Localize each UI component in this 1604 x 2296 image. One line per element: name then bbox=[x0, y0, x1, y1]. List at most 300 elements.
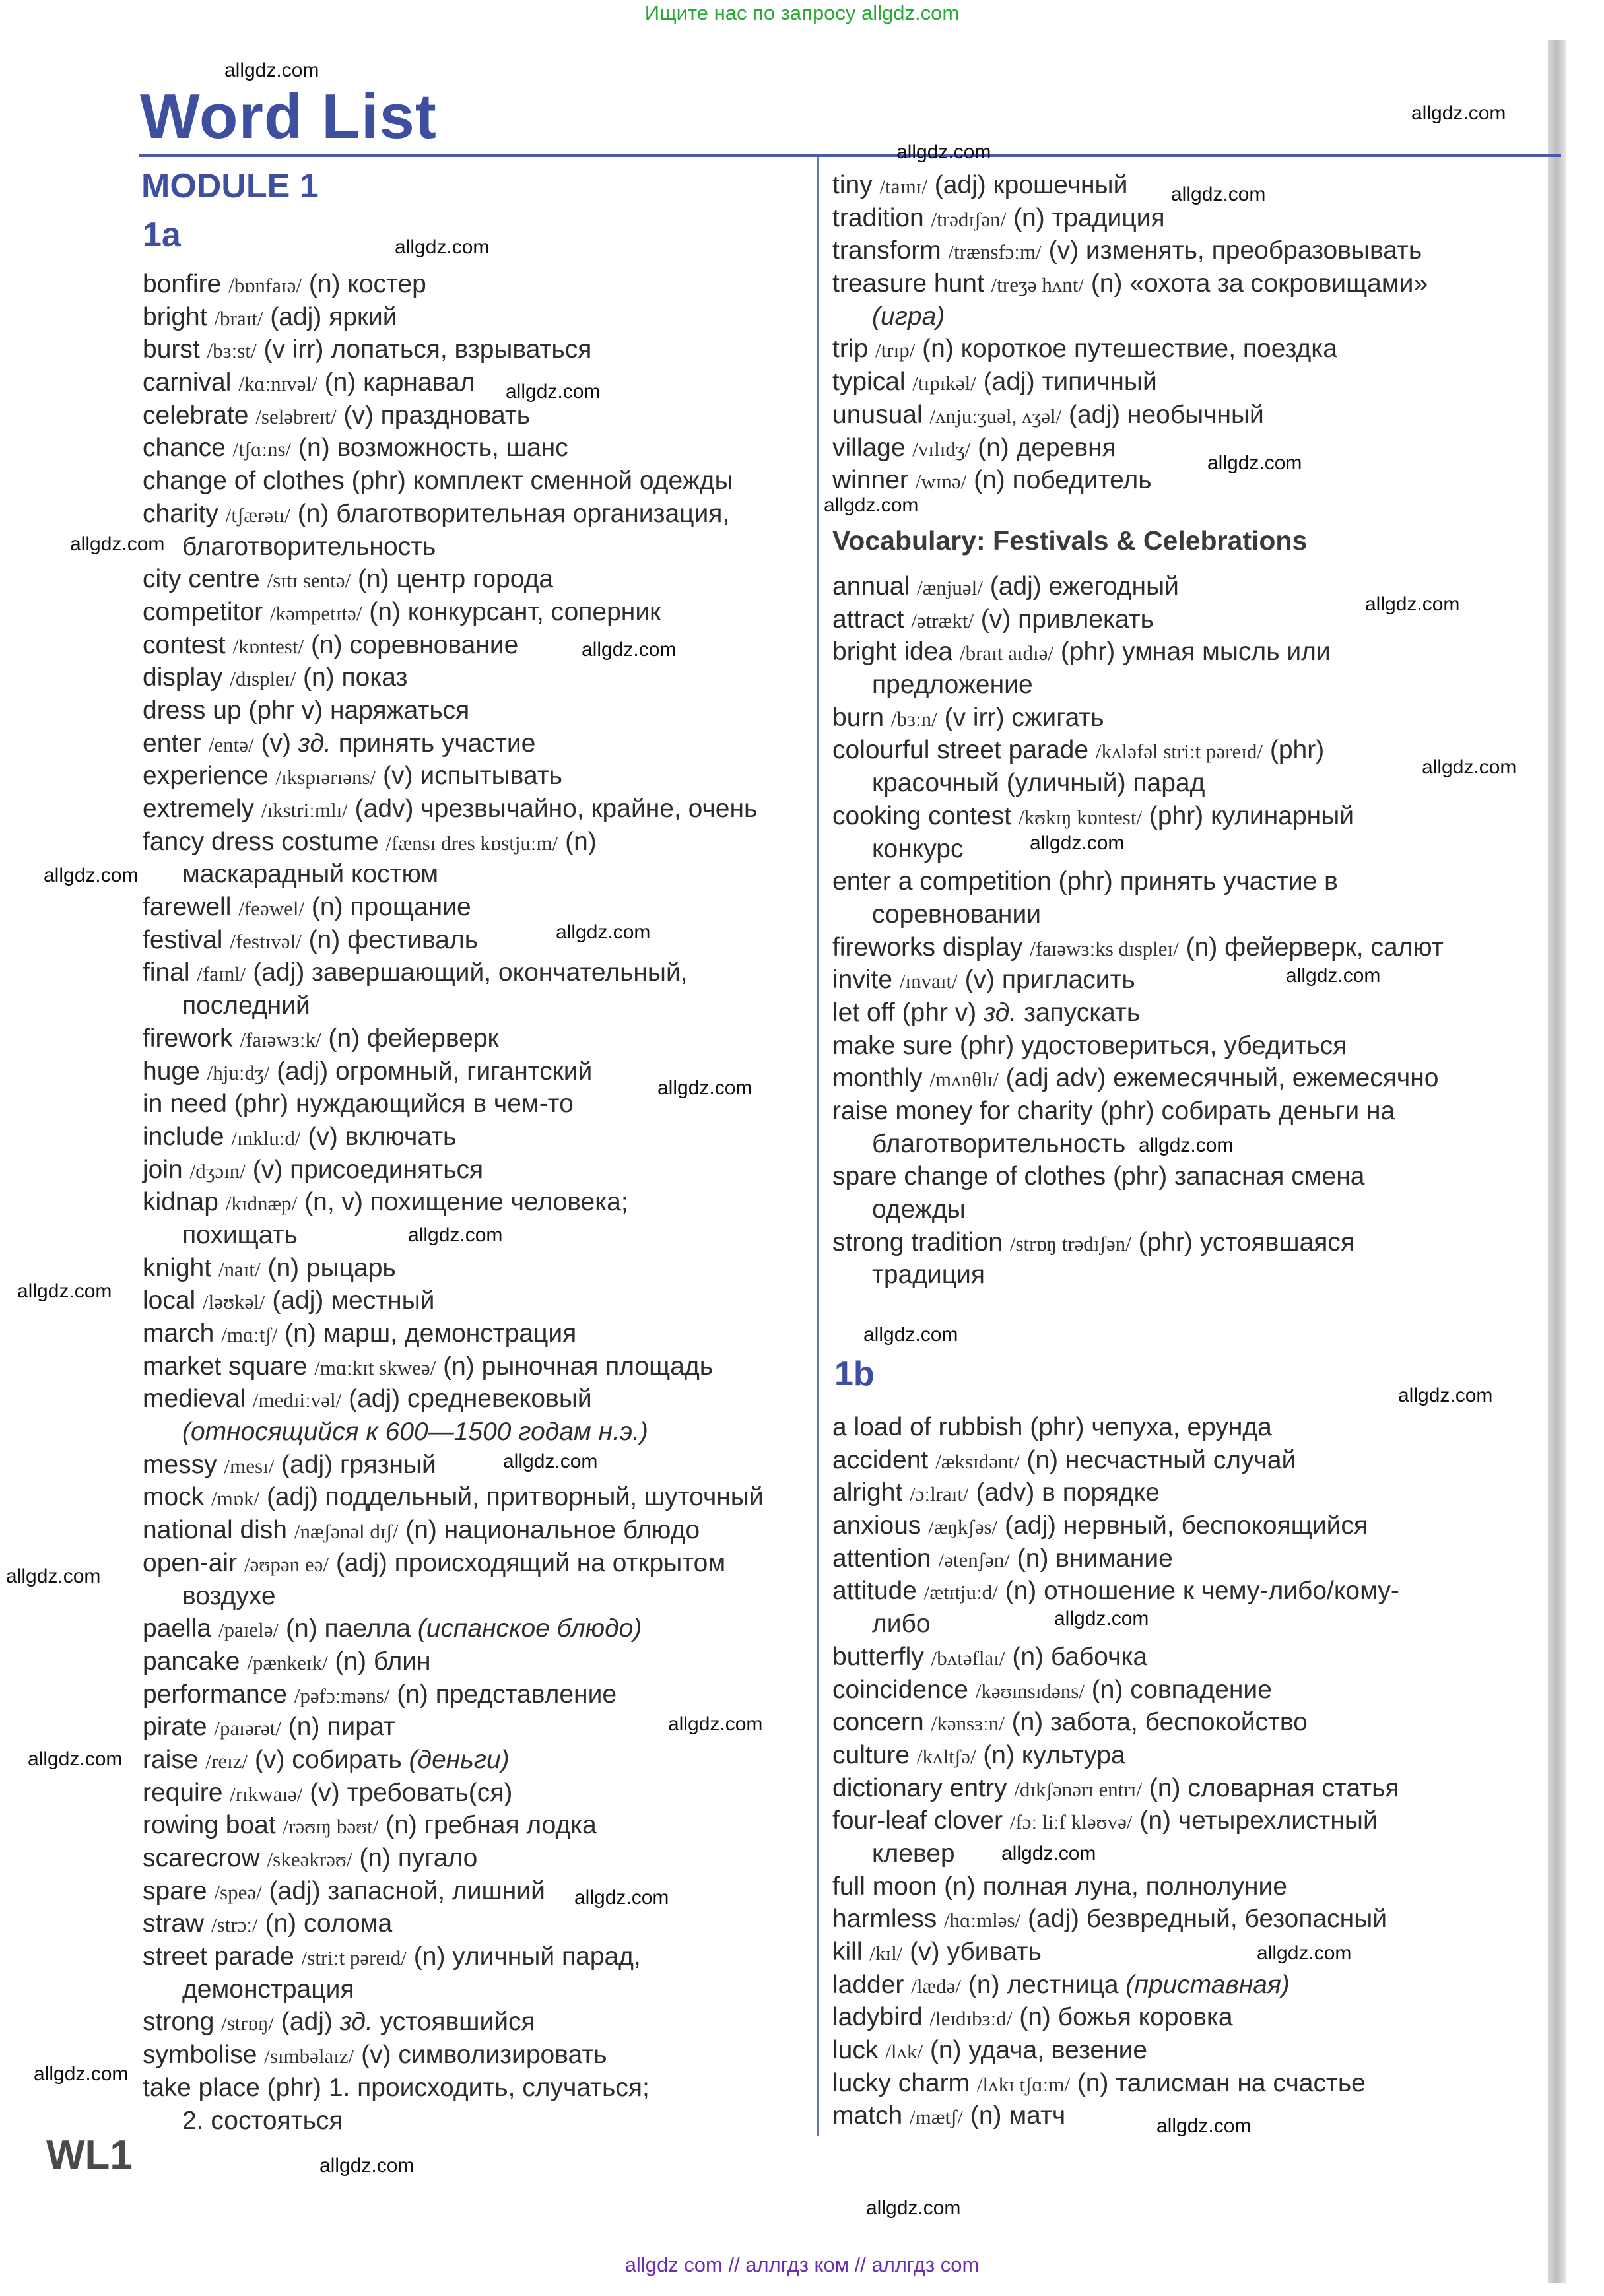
entry-continuation bbox=[832, 767, 1444, 800]
word-entry bbox=[832, 1476, 1399, 1509]
pronunciation: /dɪkʃənərɪ entrɪ/ bbox=[1014, 1777, 1142, 1801]
watermark: allgdz.com bbox=[1030, 832, 1125, 854]
headword: kill bbox=[832, 1938, 863, 1966]
pronunciation: /treʒə hʌnt/ bbox=[991, 273, 1084, 297]
translation: благотворительность bbox=[872, 1129, 1126, 1158]
headword: make sure bbox=[832, 1031, 953, 1060]
headword: farewell bbox=[143, 893, 232, 922]
translation: (n) удача, везение bbox=[929, 2036, 1148, 2065]
headword: anxious bbox=[832, 1511, 921, 1540]
pronunciation: /braɪt aɪdɪə/ bbox=[959, 641, 1054, 665]
entry-line bbox=[143, 1875, 764, 1908]
word-entry bbox=[832, 800, 1444, 865]
pronunciation: /braɪt/ bbox=[214, 306, 263, 330]
entry-line bbox=[832, 603, 1444, 636]
translation: (v) привлекать bbox=[980, 605, 1154, 634]
entry-line bbox=[832, 1804, 1399, 1837]
headword: fireworks display bbox=[832, 933, 1023, 962]
translation: (n) гребная лодка bbox=[385, 1811, 597, 1840]
headword: experience bbox=[143, 762, 269, 791]
headword: full moon bbox=[832, 1872, 937, 1901]
pronunciation: /dɪspleɪ/ bbox=[230, 667, 296, 691]
entry-line bbox=[143, 1121, 764, 1154]
entry-line bbox=[143, 399, 764, 432]
translation: (n) представление bbox=[397, 1680, 617, 1709]
entry-line bbox=[143, 1645, 764, 1678]
translation: (n) бабочка bbox=[1012, 1642, 1148, 1671]
word-entry bbox=[143, 1350, 764, 1383]
word-entry bbox=[832, 603, 1444, 636]
translation: (v) пригласить bbox=[964, 966, 1135, 995]
pronunciation: /əʊpən eə/ bbox=[244, 1552, 329, 1576]
entry-line bbox=[832, 169, 1428, 202]
word-entry bbox=[143, 1875, 764, 1908]
translation: (adj) завершающий, окончательный, bbox=[253, 958, 688, 987]
pronunciation: /strɒŋ trədɪʃən/ bbox=[1009, 1231, 1131, 1255]
headword: cooking contest bbox=[832, 801, 1012, 830]
headword: final bbox=[143, 958, 190, 987]
watermark: allgdz.com bbox=[17, 1280, 112, 1302]
headword: bright bbox=[143, 302, 207, 331]
pronunciation: /ətenʃən/ bbox=[938, 1548, 1010, 1571]
word-entry bbox=[143, 1449, 764, 1482]
pronunciation: /ləʊkəl/ bbox=[203, 1290, 265, 1314]
watermark: allgdz.com bbox=[1365, 593, 1460, 615]
watermark: allgdz.com bbox=[574, 1887, 669, 1909]
entry-line bbox=[143, 1842, 764, 1875]
word-entry bbox=[832, 997, 1444, 1030]
translation: (n) пират bbox=[288, 1713, 395, 1742]
entry-line bbox=[832, 997, 1444, 1030]
top-search-banner: Ищите нас по запросу allgdz.com bbox=[644, 1, 960, 24]
word-entry bbox=[143, 2072, 764, 2137]
headword: a load of rubbish bbox=[832, 1413, 1023, 1441]
entry-line bbox=[832, 2001, 1399, 2034]
pronunciation: /ɔːlraɪt/ bbox=[910, 1482, 969, 1506]
headword: match bbox=[832, 2101, 903, 2130]
translation: маскарадный костюм bbox=[182, 860, 439, 889]
pronunciation: /vɪlɪdʒ/ bbox=[912, 437, 971, 461]
headword: messy bbox=[143, 1450, 217, 1479]
entry-line bbox=[143, 760, 764, 793]
headword: rowing boat bbox=[143, 1811, 276, 1840]
translation: последний bbox=[182, 991, 310, 1020]
headword: colourful street parade bbox=[832, 736, 1089, 765]
headword: harmless bbox=[832, 1905, 937, 1934]
headword: in need bbox=[143, 1090, 227, 1119]
pronunciation: /tɪpɪkəl/ bbox=[912, 372, 976, 395]
headword: march bbox=[143, 1319, 215, 1348]
word-entry bbox=[832, 267, 1428, 333]
pronunciation: /kɑːnɪvəl/ bbox=[238, 372, 317, 396]
pronunciation: /entə/ bbox=[208, 733, 254, 756]
watermark: allgdz.com bbox=[34, 2063, 129, 2085]
headword: display bbox=[143, 663, 223, 692]
headword: concern bbox=[832, 1708, 924, 1737]
translation: (adj) типичный bbox=[983, 368, 1157, 397]
word-entry bbox=[832, 1095, 1444, 1160]
watermark: allgdz.com bbox=[1422, 756, 1517, 778]
pronunciation: /ɪkspɪərɪəns/ bbox=[275, 766, 376, 789]
word-entry bbox=[143, 1744, 764, 1777]
watermark: allgdz.com bbox=[863, 1324, 958, 1346]
translation-note: (приставная) bbox=[1125, 1970, 1290, 1999]
entry-line bbox=[832, 636, 1444, 669]
translation: клевер bbox=[872, 1839, 955, 1868]
translation: (n) показ bbox=[302, 663, 408, 692]
headword: attention bbox=[832, 1544, 931, 1573]
page-edge-shadow bbox=[1548, 40, 1566, 2283]
entry-line bbox=[143, 1678, 764, 1711]
headword: enter bbox=[143, 729, 201, 758]
translation: (v) символизировать bbox=[361, 2041, 607, 2070]
pronunciation: /bɜːn/ bbox=[890, 707, 937, 731]
translation: (phr) умная мысль или bbox=[1060, 638, 1331, 667]
pronunciation: /sɪtɪ sentə/ bbox=[267, 569, 351, 593]
pronunciation: /trænsfɔːm/ bbox=[948, 240, 1042, 264]
pronunciation: /ətrækt/ bbox=[911, 608, 974, 632]
pronunciation: /faɪəwɜːk/ bbox=[240, 1028, 321, 1051]
headword: burst bbox=[143, 335, 200, 364]
translation: (phr) устоявшаяся bbox=[1138, 1228, 1354, 1257]
translation: конкурс bbox=[872, 834, 964, 863]
translation: (n) возможность, шанс bbox=[298, 434, 568, 463]
entry-line bbox=[832, 1411, 1399, 1444]
headword: butterfly bbox=[832, 1642, 924, 1671]
headword: extremely bbox=[143, 795, 255, 823]
word-entry bbox=[832, 1226, 1444, 1292]
headword: contest bbox=[143, 630, 226, 659]
translation: (n) фейерверк, салют bbox=[1186, 933, 1444, 962]
headword: street parade bbox=[143, 1942, 294, 1971]
pronunciation: /kʌləfəl striːt pəreɪd/ bbox=[1095, 740, 1263, 764]
headword: unusual bbox=[832, 400, 923, 429]
word-entry bbox=[832, 1739, 1399, 1772]
headword: fancy dress costume bbox=[143, 827, 379, 856]
pronunciation: /speə/ bbox=[214, 1880, 262, 1904]
entry-line bbox=[832, 2099, 1399, 2132]
unit-1b-heading: 1b bbox=[834, 1355, 875, 1393]
word-entry bbox=[143, 465, 764, 498]
word-entry bbox=[832, 2001, 1399, 2034]
pronunciation: /ætɪtjuːd/ bbox=[923, 1581, 998, 1604]
pronunciation: /taɪnɪ/ bbox=[879, 175, 927, 198]
headword: annual bbox=[832, 572, 910, 601]
entry-line bbox=[143, 1449, 764, 1482]
headword: festival bbox=[143, 925, 223, 954]
translation: (n) матч bbox=[970, 2101, 1066, 2130]
translation: (n) традиция bbox=[1013, 203, 1165, 232]
translation: (phr) комплект сменной одежды bbox=[351, 467, 733, 496]
pronunciation: /kʌltʃə/ bbox=[916, 1744, 976, 1768]
entry-line bbox=[832, 1160, 1444, 1193]
headword: burn bbox=[832, 703, 885, 732]
translation: (phr) 1. происходить, случаться; bbox=[267, 2073, 650, 2102]
entry-line bbox=[832, 1226, 1444, 1259]
headword: performance bbox=[143, 1680, 287, 1709]
entry-line bbox=[143, 1252, 764, 1285]
translation: (n) паелла bbox=[286, 1614, 418, 1643]
word-entry bbox=[143, 1907, 764, 1940]
word-entry bbox=[832, 169, 1428, 202]
watermark: allgdz.com bbox=[824, 494, 919, 516]
word-entry bbox=[143, 1809, 764, 1842]
entry-line bbox=[832, 1641, 1399, 1674]
entry-line bbox=[143, 727, 764, 760]
pronunciation: /tʃærətɪ/ bbox=[225, 503, 290, 527]
headword: symbolise bbox=[143, 2041, 257, 2070]
translation: (v) требовать(ся) bbox=[310, 1778, 513, 1807]
translation: (n, v) похищение человека; bbox=[304, 1188, 628, 1217]
entry-line bbox=[832, 234, 1428, 267]
translation: (phr) кулинарный bbox=[1149, 801, 1354, 830]
headword: pirate bbox=[143, 1713, 207, 1742]
headword: competitor bbox=[143, 597, 263, 626]
pronunciation: /reɪz/ bbox=[205, 1749, 248, 1773]
watermark: allgdz.com bbox=[44, 865, 139, 886]
translation: (n) пугало bbox=[359, 1844, 478, 1872]
entry-line bbox=[143, 1547, 764, 1580]
word-entry bbox=[143, 1842, 764, 1875]
translation: (v) праздновать bbox=[343, 401, 531, 430]
translation: благотворительность bbox=[182, 532, 436, 561]
word-entry bbox=[832, 1411, 1399, 1444]
word-entry bbox=[832, 1706, 1399, 1739]
translation: (phr) bbox=[1269, 736, 1325, 765]
translation: (n) благотворительная организация, bbox=[297, 499, 730, 528]
word-entry bbox=[143, 826, 764, 891]
word-entry bbox=[143, 793, 764, 826]
entry-line bbox=[832, 734, 1444, 767]
headword: require bbox=[143, 1778, 223, 1807]
translation: (n) деревня bbox=[978, 433, 1116, 462]
pronunciation: /leɪdɪbɜːd/ bbox=[929, 2007, 1013, 2031]
entry-continuation bbox=[832, 1128, 1444, 1161]
headword: carnival bbox=[143, 368, 232, 397]
watermark: allgdz.com bbox=[1001, 1843, 1096, 1864]
entry-continuation bbox=[832, 1193, 1444, 1226]
word-entry bbox=[143, 1022, 764, 1055]
watermark: allgdz.com bbox=[506, 381, 601, 403]
entry-line bbox=[143, 793, 764, 826]
entry-line bbox=[143, 366, 764, 399]
headword: huge bbox=[143, 1057, 200, 1086]
headword: treasure hunt bbox=[832, 269, 984, 298]
translation: (adj) поддельный, притворный, шуточный bbox=[266, 1483, 764, 1512]
word-entry bbox=[143, 661, 764, 694]
entry-line bbox=[832, 1542, 1399, 1575]
pronunciation: /bɒnfaɪə/ bbox=[228, 274, 302, 297]
translation: воздухе bbox=[182, 1581, 276, 1610]
word-entry bbox=[143, 399, 764, 432]
translation: (v irr) лопаться, взрываться bbox=[263, 335, 592, 364]
word-entry bbox=[832, 734, 1444, 799]
watermark: allgdz.com bbox=[1411, 102, 1506, 124]
watermark: allgdz.com bbox=[395, 236, 490, 258]
translation: (n) фестиваль bbox=[308, 925, 479, 954]
word-list-vocabulary bbox=[832, 570, 1444, 1292]
word-entry bbox=[143, 1514, 764, 1547]
entry-line bbox=[143, 268, 764, 301]
word-entry bbox=[143, 1547, 764, 1612]
translation-note: зд. bbox=[298, 729, 331, 758]
translation: (n) центр города bbox=[358, 565, 554, 594]
pronunciation: /tʃɑːns/ bbox=[232, 438, 292, 461]
entry-line bbox=[143, 1186, 764, 1219]
entry-continuation bbox=[143, 1973, 764, 2006]
translation: (adj) яркий bbox=[270, 302, 397, 331]
word-entry bbox=[143, 2006, 764, 2039]
word-entry bbox=[832, 1969, 1399, 2002]
entry-line bbox=[143, 1809, 764, 1842]
pronunciation: /lʌkɪ tʃɑːm/ bbox=[976, 2072, 1070, 2096]
word-list-left bbox=[143, 268, 764, 2137]
translation: (phr v) bbox=[902, 998, 984, 1027]
pronunciation: /mɑːtʃ/ bbox=[221, 1323, 278, 1346]
pronunciation: /kɪl/ bbox=[869, 1942, 903, 1965]
headword: trip bbox=[832, 335, 869, 364]
entry-line bbox=[832, 1674, 1399, 1707]
translation: (phr) нуждающийся в чем-то bbox=[234, 1090, 574, 1119]
word-entry bbox=[832, 570, 1444, 603]
word-entry bbox=[832, 702, 1444, 735]
translation: (n) национальное блюдо bbox=[405, 1516, 700, 1545]
translation: (n) божья коровка bbox=[1019, 2003, 1233, 2032]
pronunciation: /kəmpetɪtə/ bbox=[269, 601, 362, 625]
entry-line bbox=[832, 464, 1428, 497]
word-entry bbox=[832, 2034, 1399, 2067]
entry-continuation bbox=[832, 1837, 1399, 1870]
word-entry bbox=[832, 931, 1444, 964]
word-entry bbox=[143, 1284, 764, 1317]
entry-line bbox=[832, 1444, 1399, 1477]
headword: tradition bbox=[832, 203, 924, 232]
translation: (n) несчастный случай bbox=[1026, 1445, 1296, 1474]
entry-line bbox=[832, 931, 1444, 964]
pronunciation: /trɪp/ bbox=[875, 339, 916, 362]
word-entry bbox=[143, 760, 764, 793]
word-entry bbox=[832, 636, 1444, 701]
watermark: allgdz.com bbox=[1257, 1942, 1352, 1964]
translation: либо bbox=[872, 1610, 931, 1639]
headword: city centre bbox=[143, 565, 260, 594]
word-entry bbox=[832, 1160, 1444, 1226]
translation: запускать bbox=[1017, 998, 1141, 1027]
entry-line bbox=[143, 694, 764, 727]
headword: strong tradition bbox=[832, 1228, 1003, 1257]
pronunciation: /ʌnjuːʒuəl, ʌʒəl/ bbox=[929, 404, 1062, 428]
entry-line bbox=[143, 596, 764, 629]
word-entry bbox=[143, 1940, 764, 2006]
entry-continuation bbox=[143, 1416, 764, 1449]
module-heading: MODULE 1 bbox=[141, 167, 319, 205]
translation-note: зд. bbox=[984, 998, 1017, 1027]
headword: village bbox=[832, 433, 906, 462]
headword: include bbox=[143, 1122, 224, 1151]
headword: dress up bbox=[143, 696, 242, 725]
pronunciation: /æŋkʃəs/ bbox=[928, 1515, 998, 1539]
headword: let off bbox=[832, 998, 895, 1027]
pronunciation: /faɪnl/ bbox=[197, 962, 246, 986]
entry-line bbox=[832, 432, 1428, 465]
pronunciation: /trədɪʃən/ bbox=[931, 207, 1007, 231]
word-entry bbox=[143, 366, 764, 399]
word-entry bbox=[143, 1612, 764, 1645]
entry-line bbox=[832, 366, 1428, 399]
headword: firework bbox=[143, 1024, 233, 1053]
entry-line bbox=[832, 2067, 1399, 2100]
translation: (v) изменять, преобразовывать bbox=[1048, 236, 1422, 265]
translation: (n) марш, демонстрация bbox=[284, 1319, 577, 1348]
entry-continuation bbox=[143, 2105, 764, 2138]
translation: (adj) необычный bbox=[1069, 400, 1264, 429]
headword: market square bbox=[143, 1352, 308, 1381]
translation: (v) убивать bbox=[910, 1938, 1042, 1966]
word-entry bbox=[832, 464, 1428, 497]
bottom-banner: allgdz com // аллгдз ком // аллгдз com bbox=[624, 2253, 980, 2276]
translation: (n) лестница bbox=[968, 1970, 1126, 1999]
headword: tiny bbox=[832, 171, 873, 199]
word-entry bbox=[832, 432, 1428, 465]
headword: ladybird bbox=[832, 2003, 923, 2032]
watermark: allgdz.com bbox=[319, 2155, 415, 2177]
watermark: allgdz.com bbox=[1054, 1608, 1149, 1629]
translation: (n) забота, беспокойство bbox=[1011, 1708, 1308, 1737]
translation: (v) включать bbox=[308, 1122, 457, 1151]
headword: charity bbox=[143, 499, 218, 528]
headword: mock bbox=[143, 1483, 205, 1512]
translation: (n) bbox=[565, 827, 597, 856]
entry-continuation bbox=[832, 898, 1444, 931]
headword: local bbox=[143, 1286, 196, 1315]
translation: (phr) запасная смена bbox=[1112, 1162, 1365, 1191]
translation-note: (игра) bbox=[872, 302, 945, 331]
headword: coincidence bbox=[832, 1675, 968, 1704]
entry-line bbox=[832, 702, 1444, 735]
headword: open-air bbox=[143, 1548, 238, 1577]
translation: (phr) удостовериться, убедиться bbox=[959, 1031, 1347, 1060]
translation: (n) рыцарь bbox=[267, 1253, 396, 1282]
translation: (n) короткое путешествие, поездка bbox=[922, 335, 1337, 364]
translation: (n) соревнование bbox=[310, 630, 519, 659]
pronunciation: /fænsɪ dres kɒstjuːm/ bbox=[385, 831, 558, 855]
word-entry bbox=[143, 1645, 764, 1678]
entry-continuation bbox=[832, 669, 1444, 702]
word-entry bbox=[143, 891, 764, 924]
watermark: allgdz.com bbox=[1139, 1134, 1234, 1156]
pronunciation: /mesɪ/ bbox=[224, 1454, 275, 1478]
translation: (phr) чепуха, ерунда bbox=[1030, 1413, 1272, 1441]
entry-line bbox=[832, 1095, 1444, 1128]
headword: medieval bbox=[143, 1385, 246, 1414]
pronunciation: /medɪiːvəl/ bbox=[252, 1389, 342, 1412]
word-entry bbox=[832, 366, 1428, 399]
word-entry bbox=[832, 1641, 1399, 1674]
entry-line bbox=[143, 301, 764, 334]
watermark: allgdz.com bbox=[668, 1713, 763, 1735]
translation: (adj) средневековый bbox=[349, 1385, 592, 1414]
headword: join bbox=[143, 1155, 183, 1184]
headword: pancake bbox=[143, 1647, 240, 1676]
word-list-right-1a bbox=[832, 169, 1428, 497]
word-entry bbox=[143, 301, 764, 334]
entry-line bbox=[832, 1870, 1399, 1903]
translation: (n) карнавал bbox=[324, 368, 475, 397]
word-entry bbox=[143, 1481, 764, 1514]
headword: attitude bbox=[832, 1577, 917, 1606]
entry-line bbox=[143, 563, 764, 596]
translation: (adj adv) ежемесячный, ежемесячно bbox=[1005, 1064, 1439, 1093]
